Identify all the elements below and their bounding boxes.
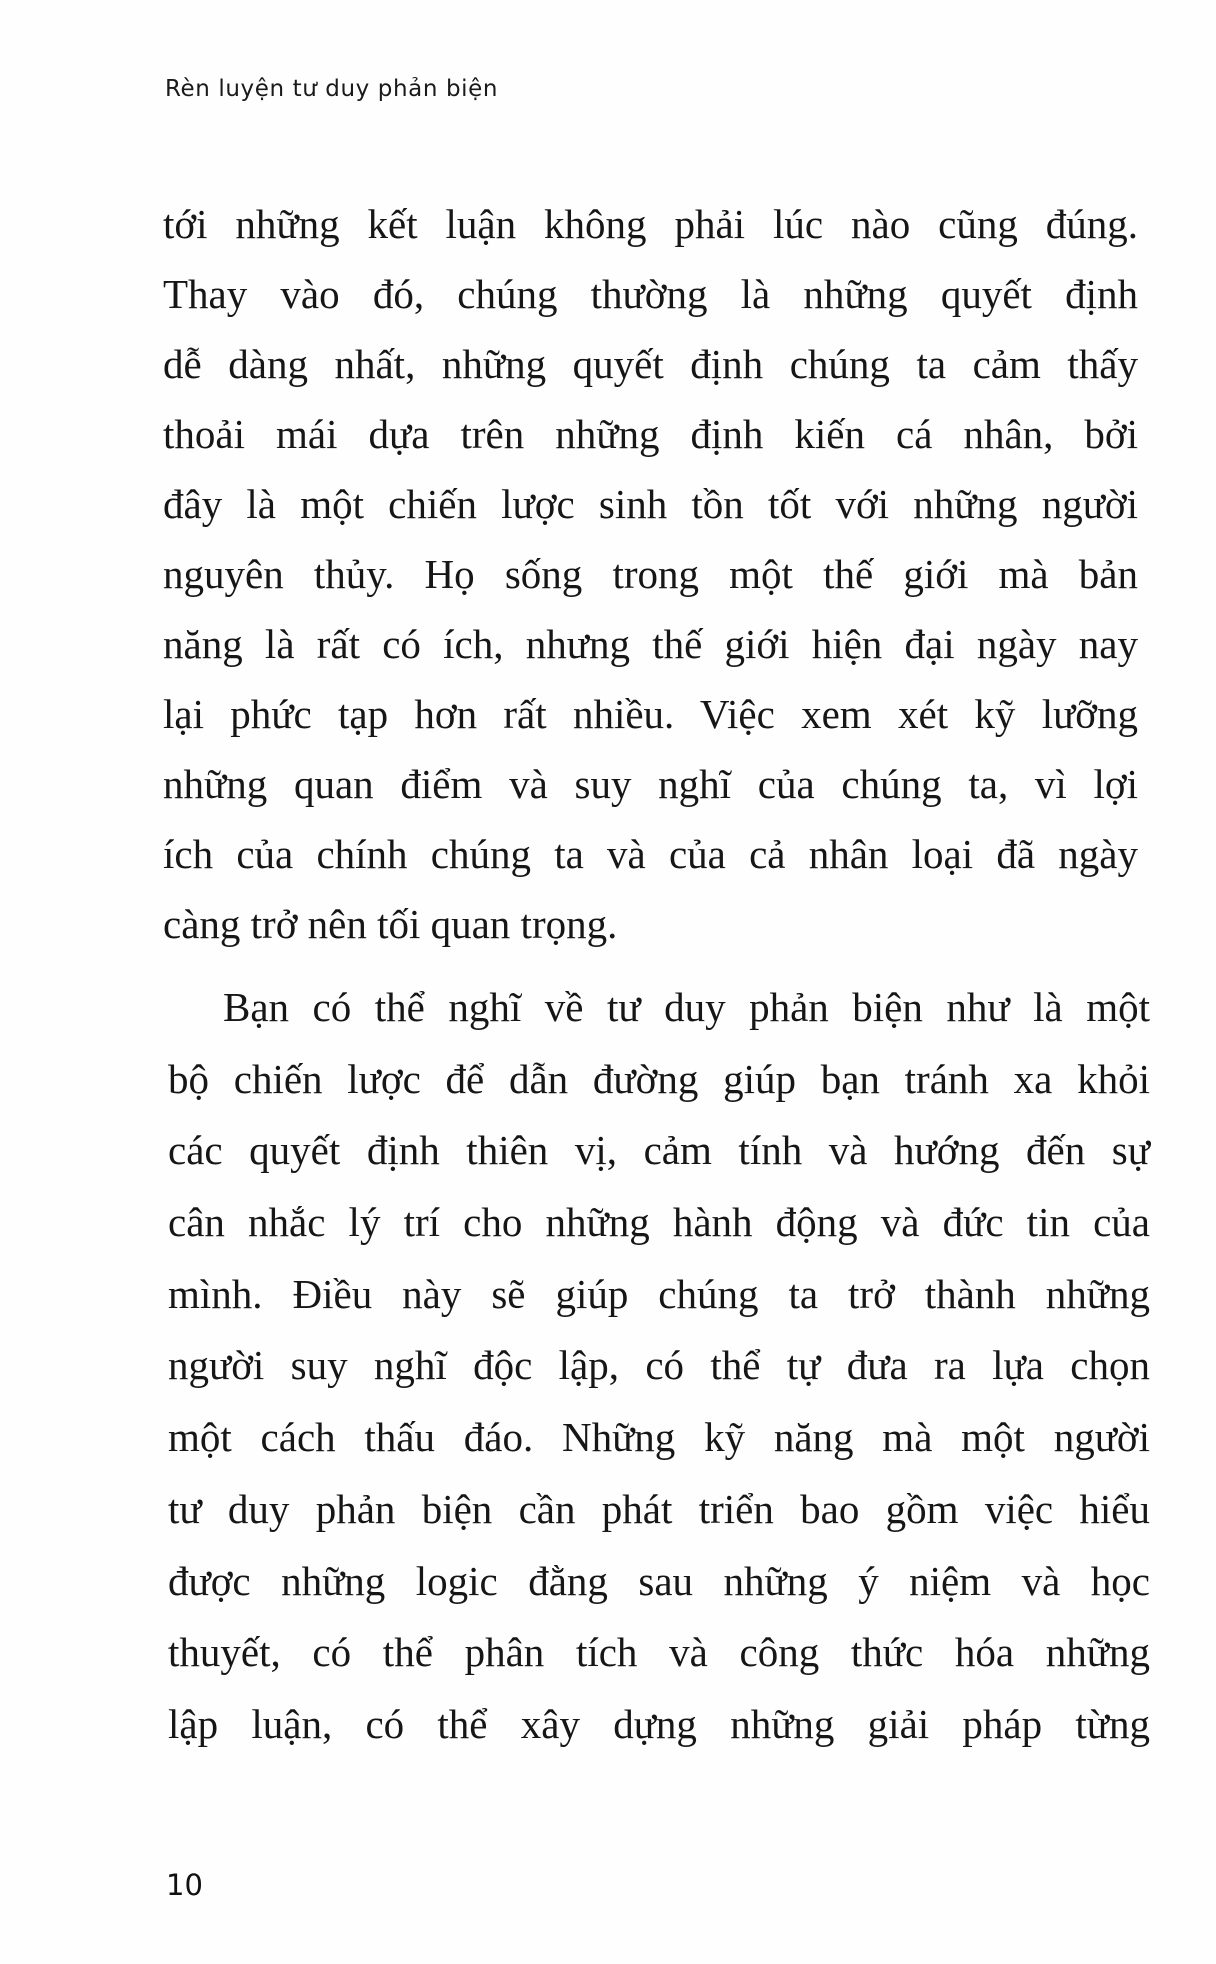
text-line: tới những kết luận không phải lúc nào cũng đúng.: [163, 201, 1138, 247]
running-head-title: Rèn luyện tư duy phản biện: [165, 76, 499, 102]
text-line: các quyết định thiên vị, cảm tính và hướng đến sự: [168, 1127, 1150, 1174]
paragraph-1: [163, 189, 1138, 959]
text-line: lập luận, có thể xây dựng những giải pháp từng: [168, 1700, 1150, 1747]
text-line: dễ dàng nhất, những quyết định chúng ta cảm thấy: [163, 341, 1138, 387]
text-line: ích của chính chúng ta và của cả nhân loại đã ngày: [163, 831, 1138, 877]
text-line: những quan điểm và suy nghĩ của chúng ta, vì lợi: [163, 761, 1138, 807]
text-line: Bạn có thể nghĩ về tư duy phản biện như là một: [223, 984, 1150, 1030]
text-line: tư duy phản biện cần phát triển bao gồm việc hiểu: [168, 1485, 1150, 1532]
text-line: một cách thấu đáo. Những kỹ năng mà một người: [168, 1414, 1150, 1461]
text-line: bộ chiến lược để dẫn đường giúp bạn tránh xa khỏi: [168, 1055, 1150, 1102]
text-line: năng là rất có ích, nhưng thế giới hiện đại ngày nay: [163, 621, 1138, 667]
text-line: thoải mái dựa trên những định kiến cá nhân, bởi: [163, 411, 1138, 457]
text-line: đây là một chiến lược sinh tồn tốt với những người: [163, 481, 1138, 527]
text-line: người suy nghĩ độc lập, có thể tự đưa ra lựa chọn: [168, 1342, 1150, 1389]
text-line: càng trở nên tối quan trọng.: [163, 901, 618, 947]
text-line: mình. Điều này sẽ giúp chúng ta trở thành những: [168, 1270, 1150, 1317]
text-line: lại phức tạp hơn rất nhiều. Việc xem xét kỹ lưỡng: [163, 691, 1138, 737]
text-line: thuyết, có thể phân tích và công thức hóa những: [168, 1629, 1150, 1676]
text-line: nguyên thủy. Họ sống trong một thế giới mà bản: [163, 551, 1138, 597]
text-line: được những logic đằng sau những ý niệm và học: [168, 1557, 1150, 1604]
text-line: cân nhắc lý trí cho những hành động và đức tin của: [168, 1199, 1150, 1246]
text-line: Thay vào đó, chúng thường là những quyết định: [163, 271, 1138, 317]
page-number: 10: [166, 1868, 203, 1902]
paragraph-2: [168, 972, 1150, 1761]
